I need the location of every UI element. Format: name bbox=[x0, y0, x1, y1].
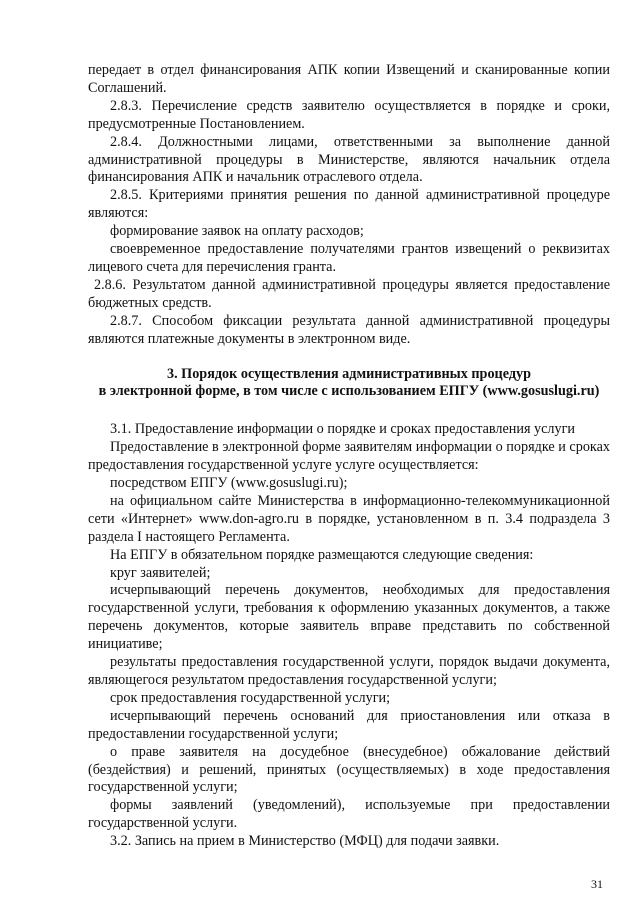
paragraph-info-provision: Предоставление в электронной форме заявителям информации о порядке и сроках предоставления государственной услуге услуге осуществляется: bbox=[88, 439, 610, 474]
page-number: 31 bbox=[591, 877, 603, 891]
list-item-epgu: посредством ЕПГУ (www.gosuslugi.ru); bbox=[110, 475, 348, 492]
paragraph-2-8-3: 2.8.3. Перечисление средств заявителю осуществляется в порядке и сроки, предусмотренные Постановлением. bbox=[88, 97, 610, 132]
list-item-term: срок предоставления государственной услуги; bbox=[110, 689, 391, 706]
section-heading-line-1: 3. Порядок осуществления административных процедур bbox=[166, 365, 531, 382]
list-item-grounds: исчерпывающий перечень оснований для приостановления или отказа в предоставлении государственной услуги; bbox=[88, 707, 610, 742]
list-item-appeal: о праве заявителя на досудебное (внесудебное) обжалование действий (бездействия) и решений, принятых (осуществляемых) в ходе предоставления государственной услуги; bbox=[88, 743, 610, 796]
list-item-results: результаты предоставления государственной услуги, порядок выдачи документа, являющегося результатом предоставления государственной услуги; bbox=[88, 654, 610, 688]
paragraph-2-8-7: 2.8.7. Способом фиксации результата данной административной процедуры являются платежные документы в электронном виде. bbox=[88, 312, 610, 347]
paragraph-continuation: передает в отдел финансирования АПК копии Извещений и сканированные копии Соглашений. bbox=[88, 62, 610, 96]
paragraph-3-2: 3.2. Запись на прием в Министерство (МФЦ) для подачи заявки. bbox=[110, 833, 500, 850]
list-item-official-site: на официальном сайте Министерства в информационно-телекоммуникационной сети «Интернет» www.don-agro.ru в порядке, установленном в п. 3.4 подраздела 3 раздела I настоящего Регламента. bbox=[88, 492, 610, 545]
paragraph-2-8-6: 2.8.6. Результатом данной административной процедуры является предоставление бюджетных средств. bbox=[88, 276, 610, 311]
paragraph-2-8-5: 2.8.5. Критериями принятия решения по данной административной процедуре являются: bbox=[88, 187, 610, 222]
list-item-criteria-1: формирование заявок на оплату расходов; bbox=[110, 223, 364, 240]
list-item-criteria-2: своевременное предоставление получателями грантов извещений о реквизитах лицевого счета для перечисления гранта. bbox=[88, 241, 610, 275]
section-heading-line-2: в электронной форме, в том числе с использованием ЕПГУ (www.gosuslugi.ru) bbox=[98, 383, 600, 400]
paragraph-2-8-4: 2.8.4. Должностными лицами, ответственными за выполнение данной административной процедуры в Министерстве, являются начальник отдела финансирования АПК и начальник отраслевого отдела. bbox=[88, 133, 610, 186]
paragraph-epgu-info: На ЕПГУ в обязательном порядке размещаются следующие сведения: bbox=[110, 546, 534, 563]
list-item-documents: исчерпывающий перечень документов, необходимых для предоставления государственной услуги, требования к оформлению указанных документов, а также перечень документов, которые заявитель вправе представить по собственной инициативе; bbox=[88, 582, 610, 653]
document-body bbox=[88, 62, 610, 851]
section-heading bbox=[88, 366, 610, 402]
list-item-applicants: круг заявителей; bbox=[110, 564, 211, 581]
paragraph-3-1: 3.1. Предоставление информации о порядке и сроках предоставления услуги bbox=[110, 421, 576, 438]
list-item-forms: формы заявлений (уведомлений), используемые при предоставлении государственной услуги. bbox=[88, 797, 610, 832]
